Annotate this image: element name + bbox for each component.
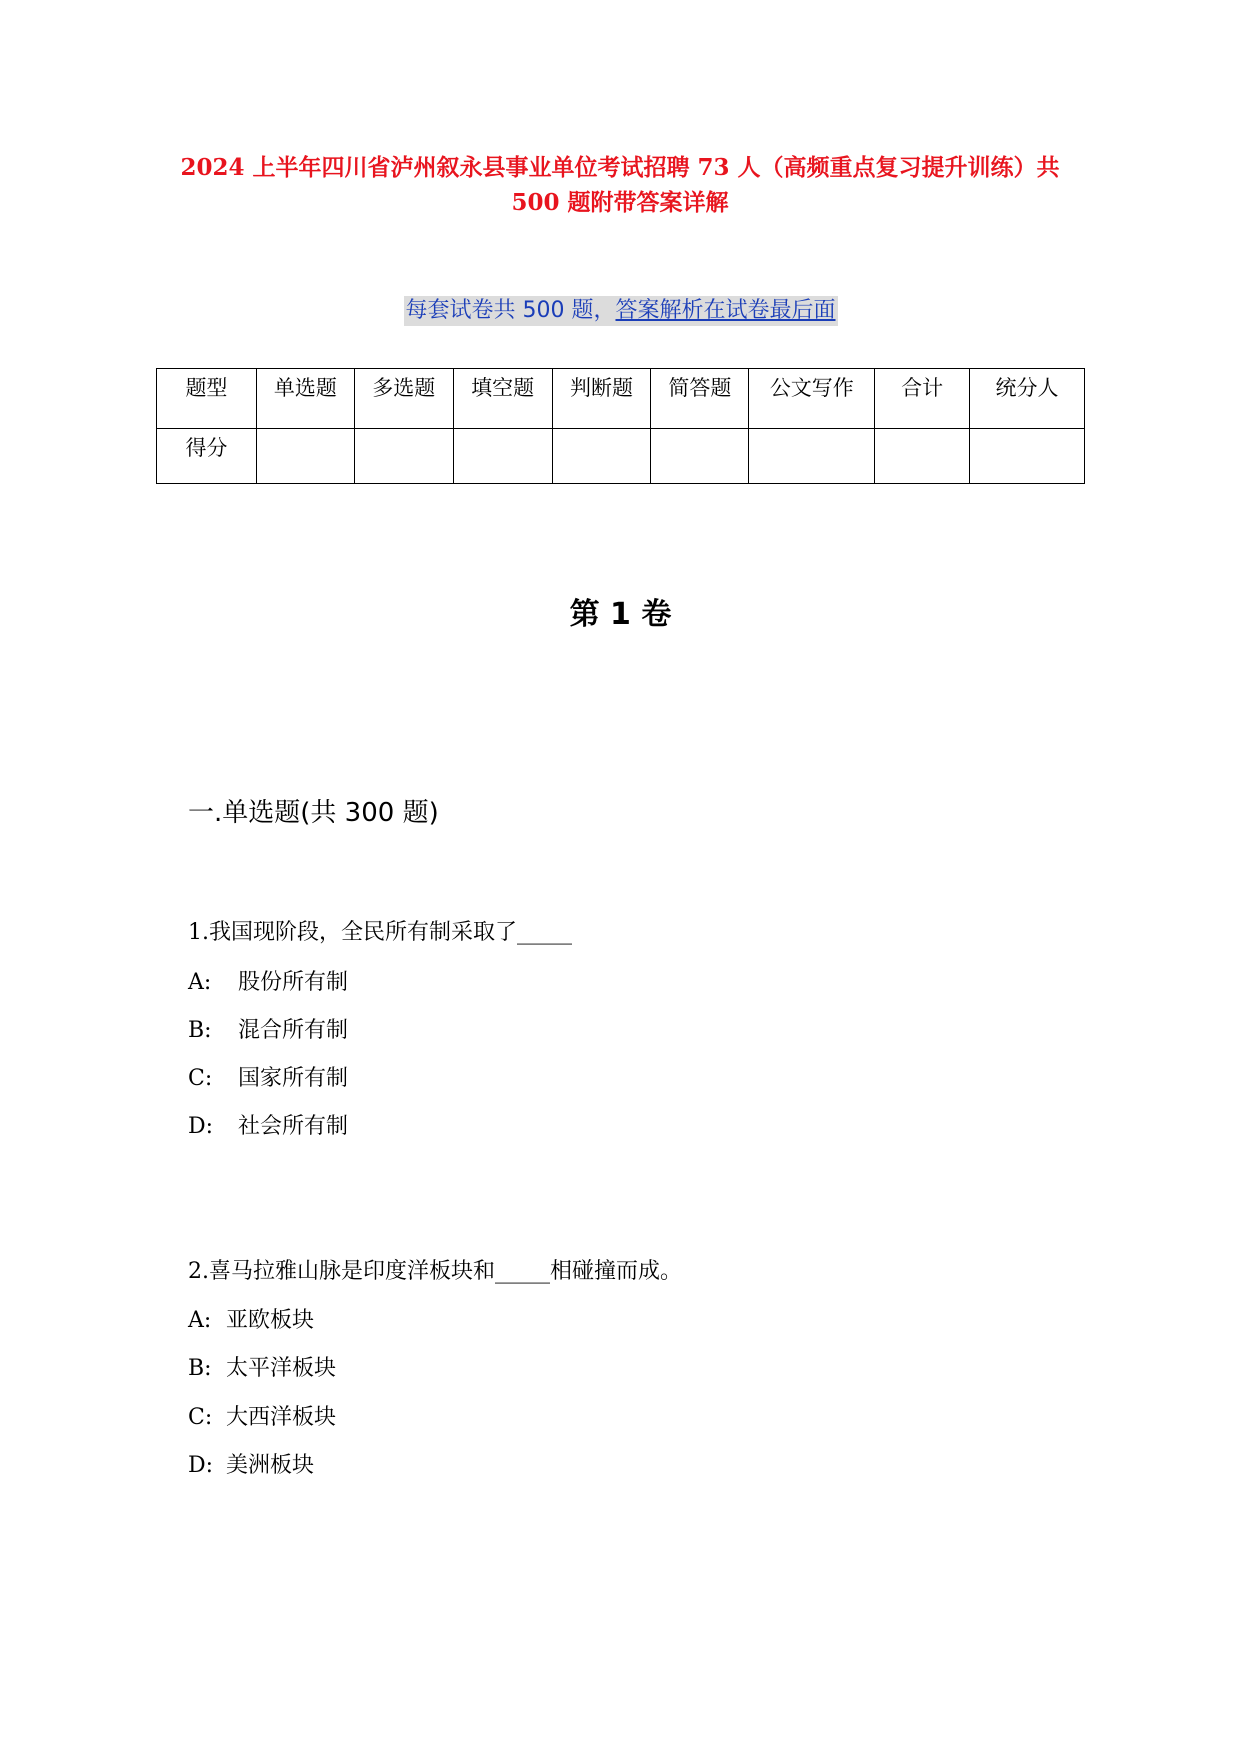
score-cell (256, 429, 354, 484)
subtitle-part2: 答案解析在试卷最后面 (615, 298, 836, 323)
option-letter: B: (188, 1018, 212, 1043)
option-letter: A: (188, 970, 212, 995)
question-2-option-a (188, 1306, 314, 1336)
question-2-option-b (188, 1354, 336, 1384)
option-letter: D: (188, 1114, 214, 1139)
question-1-text: 1.我国现阶段，全民所有制采取了_____ (188, 920, 572, 945)
score-row-label: 得分 (157, 429, 257, 484)
question-1-option-c (188, 1064, 348, 1094)
score-cell (651, 429, 749, 484)
score-cell (552, 429, 651, 484)
score-cell (970, 429, 1085, 484)
option-text: 混合所有制 (238, 1018, 349, 1043)
option-text: 社会所有制 (238, 1114, 349, 1139)
section-title: 一.单选题(共 300 题) (188, 798, 439, 828)
option-text: 国家所有制 (238, 1066, 349, 1091)
score-header-cell: 简答题 (651, 369, 749, 429)
option-text: 股份所有制 (238, 970, 349, 995)
score-table (156, 368, 1085, 484)
option-letter: C: (188, 1066, 213, 1091)
option-text: 亚欧板块 (226, 1308, 315, 1333)
question-1-option-d (188, 1112, 348, 1142)
score-table-header-row (157, 369, 1085, 429)
score-header-cell: 合计 (875, 369, 970, 429)
option-text: 太平洋板块 (226, 1356, 337, 1381)
subtitle (404, 296, 838, 326)
subtitle-container (0, 296, 1241, 326)
question-1-option-a (188, 968, 348, 998)
score-table-score-row (157, 429, 1085, 484)
score-cell (749, 429, 875, 484)
option-letter: D: (188, 1453, 214, 1478)
subtitle-part1: 每套试卷共 500 题， (405, 298, 616, 323)
score-header-cell: 填空题 (453, 369, 552, 429)
score-header-cell: 统分人 (970, 369, 1085, 429)
option-letter: B: (188, 1356, 212, 1381)
question-2-option-d (188, 1451, 314, 1481)
question-2-option-c (188, 1403, 336, 1433)
option-letter: C: (188, 1405, 213, 1430)
question-1-option-b (188, 1016, 348, 1046)
score-header-cell: 题型 (157, 369, 257, 429)
option-text: 大西洋板块 (226, 1405, 337, 1430)
score-cell (354, 429, 453, 484)
score-header-cell: 单选题 (256, 369, 354, 429)
score-header-cell: 判断题 (552, 369, 651, 429)
option-text: 美洲板块 (226, 1453, 315, 1478)
option-letter: A: (188, 1308, 212, 1333)
question-2-text: 2.喜马拉雅山脉是印度洋板块和_____相碰撞而成。 (188, 1259, 682, 1284)
score-header-cell: 公文写作 (749, 369, 875, 429)
document-title: 2024 上半年四川省泸州叙永县事业单位考试招聘 73 人（高频重点复习提升训练）共 500 题附带答案详解 (180, 154, 1060, 216)
score-cell (875, 429, 970, 484)
score-header-cell: 多选题 (354, 369, 453, 429)
volume-title: 第 1 卷 (569, 597, 672, 632)
score-cell (453, 429, 552, 484)
